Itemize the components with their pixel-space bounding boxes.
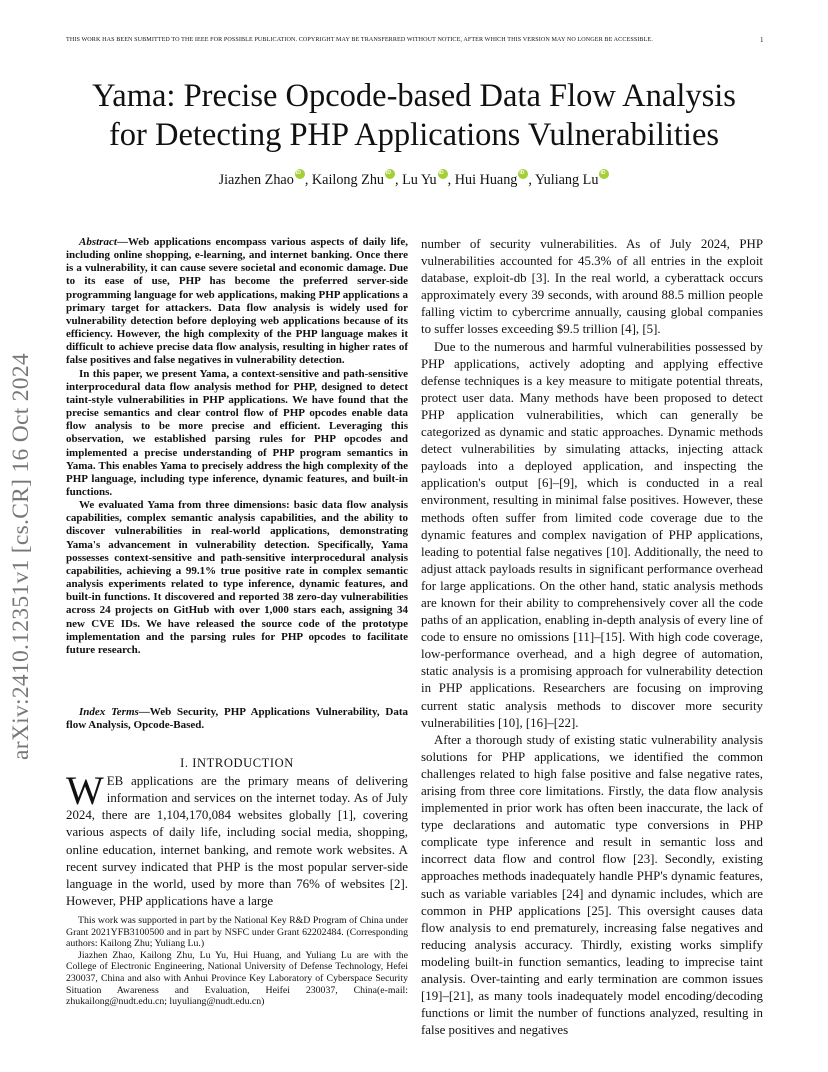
- orcid-icon[interactable]: [599, 169, 609, 179]
- author-list: Jiazhen ZhaoiD , Kailong ZhuiD , Lu YuiD , Hui HuangiD , Yuliang LuiD: [60, 169, 768, 189]
- title-line-2: for Detecting PHP Applications Vulnerabilities: [108, 117, 720, 153]
- paper-title: [60, 77, 768, 155]
- author-name: Kailong Zhu: [311, 172, 385, 188]
- orcid-icon[interactable]: [385, 169, 395, 179]
- page-number: 1: [760, 36, 764, 44]
- introduction-text: WEB applications are the primary means of delivering information and services on the internet today. As of July 2024, there are 1,104,170,084 websites globally [1], covering various aspects of daily life, including social media, shopping, online education, internet banking, and remote work websites. A recent survey indicated that PHP is the most popular server-side language in the world, used by more than 76% of websites [2]. However, PHP applications have a large: [66, 768, 408, 909]
- abstract-paragraph: We evaluated Yama from three dimensions: basic data flow analysis capabilities, complex semantic analysis capabilities, and the ability to discover vulnerabilities in real-world applications, demonstrating Yama's advancement in vulnerability detection. Specifically, Yama possesses context-sensitive and path-sensitive interprocedural analysis capabilities, achieving a 99.1% true positive rate in complex semantic analysis experiments related to type inference, dynamic features, and built-in functions. It discovered and reported 38 zero-day vulnerabilities across 24 projects on GitHub with over 1,000 stars each, assigning 34 new CVE IDs. We have released the source code of the prototype implementation and the parsing rules for PHP opcodes to facilitate future research.: [66, 499, 408, 656]
- footnote-funding: This work was supported in part by the National Key R&D Program of China under Grant 2021YFB3100500 and in part by NSFC under Grant 62202484. (Corresponding authors: Kailong Zhu; Yuliang Lu.): [66, 915, 408, 950]
- body-paragraph: After a thorough study of existing static vulnerability analysis solutions for PHP applications, we identified the common challenges related to high false positive and false negative rates, arising from three core limitations. Firstly, the data flow analysis implemented in prior work has often been inaccurate, the lack of type declarations and automatic type conversions in PHP complicate type inference and result in semantic loss and incorrect data flow and control flow [23]. Secondly, existing approaches methods inadequately handle PHP's dynamic features, such as variable variables [24] and dynamic includes, which are common in PHP applications [25]. This oversight causes data flow analysis to end prematurely, increasing false negatives and reducing analysis accuracy. Thirdly, existing works simplify modeling built-in function semantics, leading to imprecise taint analysis. Over-tainting and early termination are common issues [19]–[21], as many tools inadequately model encoding/decoding functions or limit the number of functions analyzed, resulting in false positives and negatives: [421, 732, 763, 1038]
- author-name: Jiazhen Zhao: [218, 172, 294, 188]
- publication-notice: THIS WORK HAS BEEN SUBMITTED TO THE IEEE FOR POSSIBLE PUBLICATION. COPYRIGHT MAY BE TRANSFERRED WITHOUT NOTICE, AFTER WHICH THIS VERSION MAY NO LONGER BE ACCESSIBLE.: [66, 37, 653, 43]
- index-terms-label: Index Terms: [79, 706, 139, 718]
- orcid-icon[interactable]: [518, 169, 528, 179]
- right-column-text: [421, 236, 763, 1039]
- abstract-paragraph: In this paper, we present Yama, a context-sensitive and path-sensitive interprocedural data flow analysis method for PHP, designed to detect taint-style vulnerabilities in PHP applications. We have found that the precise semantics and clear control flow of PHP opcodes enable data flow analysis to be more precise and efficient. Leveraging this observation, we established parsing rules for PHP opcodes and implemented a precise understanding of PHP program semantics in Yama. This enables Yama to precisely address the high complexity of the PHP language, including type inference, dynamic features, and built-in functions.: [66, 367, 408, 498]
- orcid-icon[interactable]: [438, 169, 448, 179]
- title-line-1: Yama: Precise Opcode-based Data Flow Analysis: [92, 78, 736, 114]
- body-paragraph: Due to the numerous and harmful vulnerabilities possessed by PHP applications, actively adopting and applying effective defense techniques is a key measure to mitigate potential threats, protect user data. Many methods have been proposed to detect PHP application vulnerabilities, which can generally be categorized as dynamic and static approaches. Dynamic methods detect vulnerabilities by simulating attacks, injecting attack payloads into a deployed application, and inspecting the application's output [6]–[9], which is conducted in a real environment, resulting in minimal false positives. However, these methods often suffer from limited code coverage due to the dynamic features and complex navigation of PHP applications, leading to potential false negatives [10]. Additionally, the need to adjust attack payloads results in significant performance overhead for large applications. On the other hand, static analysis methods are known for their ability to comprehensively cover all the code paths of an application, enabling in-depth analysis of every line of code to ensure no omissions [11]–[15]. With high code coverage, low-performance overhead, and a high degree of automation, static analysis is a promising approach for vulnerability detection in PHP applications. Researchers are focusing on improving current static analysis methods to discover more security vulnerabilities [10], [16]–[22].: [421, 339, 763, 730]
- author-name: Yuliang Lu: [534, 172, 599, 188]
- arxiv-identifier: arXiv:2410.12351v1 [cs.CR] 16 Oct 2024: [8, 353, 34, 760]
- author-name: Hui Huang: [454, 172, 518, 188]
- author-name: Lu Yu: [402, 172, 437, 188]
- drop-cap: W: [66, 768, 104, 813]
- orcid-icon[interactable]: [295, 169, 305, 179]
- abstract-paragraph: Abstract—Web applications encompass various aspects of daily life, including online shopping, e-learning, and internet banking. Once there is a vulnerability, it can cause severe societal and economic damage. Due to its ease of use, PHP has become the preferred server-side programming language for web applications, making PHP applications a primary target for attackers. Data flow analysis is widely used for vulnerability detection before deploying web applications because of its efficiency. However, the high complexity of the PHP language makes it difficult to achieve precise data flow analysis, resulting in higher rates of false positives and false negatives in vulnerability detection.: [66, 236, 408, 367]
- body-paragraph: number of security vulnerabilities. As of July 2024, PHP vulnerabilities accounted for 45.3% of all entries in the exploit database, exploit-db [3]. In the real world, a cyberattack occurs approximately every 39 seconds, with around 88.5 million people falling victim to cybercrime annually, causing global companies to suffer losses exceeding $9.5 trillion [4], [5].: [421, 237, 763, 337]
- abstract: [66, 236, 408, 657]
- footnote-affiliation: Jiazhen Zhao, Kailong Zhu, Lu Yu, Hui Huang, and Yuliang Lu are with the College of Electronic Engineering, National University of Defense Technology, Hefei 230037, China and also with Anhui Province Key Laboratory of Cyberspace Security Situation Awareness and Evaluation, Heifei 230037, China(e-mail: zhukailong@nudt.edu.cn; luyuliang@nudt.edu.cn): [66, 949, 408, 1008]
- abstract-label: Abstract: [79, 236, 117, 248]
- index-terms: Index Terms—Web Security, PHP Applications Vulnerability, Data flow Analysis, Opcode-Based.: [66, 706, 408, 732]
- footnotes: [66, 915, 408, 1008]
- section-heading: I. INTRODUCTION: [180, 756, 294, 770]
